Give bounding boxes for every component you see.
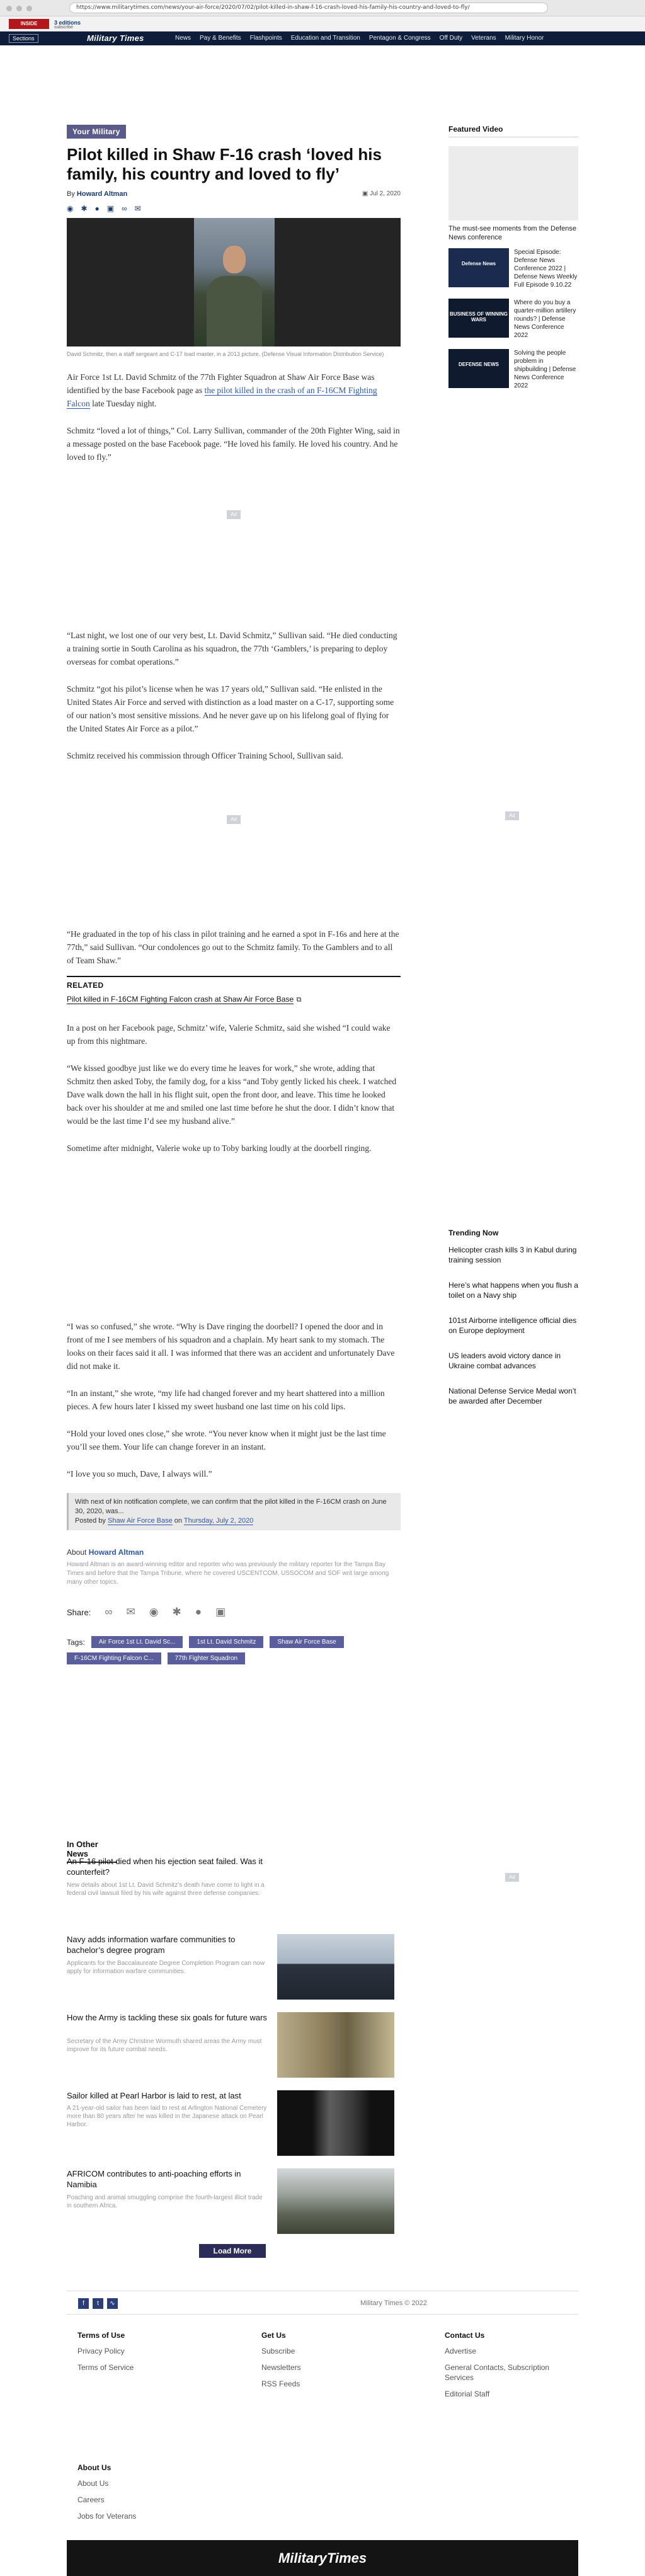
featured-video-heading: Featured Video [448,125,578,137]
trending-item[interactable]: National Defense Service Medal won’t be awarded after December [448,1387,576,1405]
forward-icon[interactable] [16,6,22,11]
facebook-embed [67,1493,401,1530]
paragraph-2: Schmitz “loved a lot of things,” Col. Larry Sullivan, commander of the 20th Fighter Wing, said in a message posted on the base Facebook page. “He loved his family. He loved his country. And he loved to fly.” [67,426,400,462]
news-thumbnail[interactable] [277,2090,394,2156]
news-thumbnail[interactable] [277,1934,394,2000]
featured-video-player[interactable] [448,146,578,220]
tags-row [67,1636,394,1664]
footer-get-us [261,2331,301,2389]
footer-link[interactable]: RSS Feeds [261,2379,300,2388]
embed-text: With next of kin notification complete, we can confirm that the pilot killed in the F-16CM crash on June 30, 2020, was... [75,1498,387,1515]
p1-text-b: late Tuesday night. [89,399,157,408]
footer-link[interactable]: Terms of Service [77,2363,134,2372]
article-title: Pilot killed in Shaw F-16 crash ‘loved his family, his country and loved to fly’ [67,145,382,183]
trending-item[interactable]: Here’s what happens when you flush a toilet on a Navy ship [448,1281,578,1300]
magazine-thumbnail[interactable]: INSIDE [9,19,49,29]
video-thumbnail[interactable]: DEFENSE NEWS [448,349,509,388]
video-thumbnail[interactable]: BUSINESS OF WINNING WARS [448,299,509,338]
video-thumbnail[interactable]: Defense News [448,248,509,287]
reddit-icon[interactable]: ● [94,204,100,213]
nav-link-off-duty[interactable]: Off Duty [439,35,463,42]
video-item[interactable] [448,248,578,290]
trending-now [448,1228,578,1436]
paragraph-5: Schmitz received his commission through Officer Training School, Sullivan said. [67,751,343,760]
video-title[interactable]: Where do you buy a quarter-million artillery rounds? | Defense News Conference 2022 [514,299,576,339]
footer-heading: Terms of Use [77,2331,125,2340]
footer-link[interactable]: Newsletters [261,2363,301,2372]
pilot-face [223,246,246,273]
tag-item[interactable]: 1st Lt. David Schmitz [189,1636,263,1648]
news-desc: New details about 1st Lt. David Schmitz’s death have come to light in a federal civil lawsuit filed by his wife against three defense companies. [67,1882,265,1897]
sections-button[interactable]: Sections [9,34,38,43]
footer-heading: Contact Us [445,2331,485,2340]
author-link[interactable]: Howard Altman [76,190,128,198]
inline-ad-2 [67,762,401,927]
trending-item[interactable]: US leaders avoid victory dance in Ukraine combat advances [448,1351,561,1370]
linkedin-icon[interactable]: ▣ [215,1606,226,1618]
news-title[interactable]: An F-16 pilot died when his ejection seat failed. Was it counterfeit? [67,1857,263,1877]
footer-about [77,2463,136,2521]
back-icon[interactable] [6,6,12,11]
paragraph-9: Sometime after midnight, Valerie woke up to Toby barking loudly at the doorbell ringing. [67,1143,372,1153]
email-icon[interactable]: ✉ [134,204,141,213]
about-label: About [67,1548,87,1557]
p1-text-a: Air Force 1st Lt. David Schmitz of the 77th Fighter Squadron at Shaw Air Force Base was identified by the base Facebook page as [67,372,375,395]
news-item[interactable] [67,2012,394,2078]
ad-marker[interactable]: Ad [227,510,241,519]
footer-heading: About Us [77,2463,111,2472]
embed-on: on [172,1517,184,1525]
share-top [67,203,401,214]
news-item[interactable] [67,1934,394,2000]
other-news [67,1840,401,2268]
facebook-icon[interactable]: ◉ [67,204,74,213]
footer-link[interactable]: Careers [77,2495,105,2504]
nav-link-pay-benefits[interactable]: Pay & Benefits [200,35,241,42]
video-title[interactable]: Special Episode: Defense News Conference 2022 | Defense News Weekly Full Episode 9.10.22 [514,249,578,289]
twitter-icon[interactable]: ✱ [81,204,88,213]
footer-logo[interactable]: MilitaryTimes [278,2550,367,2566]
footer-contact [445,2331,552,2399]
nav-link-veterans[interactable]: Veterans [471,35,496,42]
video-item[interactable] [448,349,578,391]
embed-source-link[interactable]: Shaw Air Force Base [107,1517,173,1525]
address-bar[interactable]: https://www.militarytimes.com/news/your-air-force/2020/07/02/pilot-killed-in-shaw-f-16-crash-loved-his-family-his-country-and-loved-to-fly/ [69,3,548,13]
paragraph-8: “We kissed goodbye just like we do every time he leaves for work,” she wrote, adding that Schmitz then asked Toby, the family dog, for a kiss “and Toby gently licked his cheek. I watched Dave walk down the hall in his flight suit, open the front door, and leave. This time he looked back over his shoulder at me and smiled one last time before he shut the door. I didn’t know that would be the last time I’d see my husband alive.” [67,1063,397,1126]
load-more-button[interactable]: Load More [199,2244,266,2258]
copyright: Military Times © 2022 [360,2299,427,2307]
video-title[interactable]: Solving the people problem in shipbuilding | Defense News Conference 2022 [514,350,576,389]
news-title[interactable]: Navy adds information warfare communities to bachelor’s degree program [67,1935,236,1955]
tag-item[interactable]: Shaw Air Force Base [270,1636,343,1648]
paragraph-7: In a post on her Facebook page, Schmitz’ wife, Valerie Schmitz, said she wished “I could wake up from this nightmare. [67,1023,391,1046]
pilot-flightsuit [207,276,262,346]
paragraph-13: “I love you so much, Dave, I always will.” [67,1469,212,1479]
footer-social-bar [67,2291,578,2315]
news-desc: Poaching and animal smuggling comprise the fourth-largest illicit trade in southern Africa. [67,2194,263,2209]
byline [67,190,401,200]
facebook-icon[interactable]: f [78,2298,89,2309]
paragraph-4: Schmitz “got his pilot’s license when he was 17 years old,” Sullivan said. “He enlisted in the United States Air Force and served with distinction as a load master on a C-17, supporting some of our nation’s most sensitive missions. And he never gave up on his lifelong goal of flying for the United States Air Force as a pilot.” [67,684,394,733]
twitter-icon[interactable]: t [93,2298,103,2309]
video-item[interactable] [448,299,578,340]
tag-item[interactable]: 77th Fighter Squadron [168,1652,246,1664]
publish-date: ▣ Jul 2, 2020 [362,190,401,197]
sidebar-ad-marker[interactable]: Ad [505,811,519,820]
about-author [67,1548,401,1587]
other-news-heading: In Other News [67,1840,117,1863]
nav-link-news[interactable]: News [175,35,191,42]
footer-link[interactable]: Editorial Staff [445,2390,490,2398]
tag-item[interactable]: F-16CM Fighting Falcon C... [67,1652,161,1664]
nav-link-education[interactable]: Education and Transition [290,35,360,42]
footer-link[interactable]: Subscribe [261,2347,295,2356]
crash-link[interactable]: the pilot killed in the crash of an F-16CM Fighting Falcon [67,386,377,408]
promo-label[interactable]: 3 editions [54,20,81,26]
tag-item[interactable]: Air Force 1st Lt. David Sc... [91,1636,183,1648]
footer-link[interactable]: General Contacts, Subscription Services [445,2363,550,2382]
footer-link[interactable]: Jobs for Veterans [77,2512,137,2521]
reddit-icon[interactable]: ● [195,1606,202,1618]
news-desc: A 21-year-old sailor has been laid to rest at Arlington National Cemetery more than 80 years after he was killed in the Japanese attack on Pearl Harbor. [67,2105,267,2128]
promo-subscribe[interactable]: subscribe [54,25,73,30]
news-thumbnail[interactable] [277,2012,394,2078]
facebook-icon[interactable]: ◉ [149,1606,159,1618]
article [67,125,401,1664]
link-icon[interactable]: ∞ [105,1606,113,1618]
reload-icon[interactable] [26,6,32,11]
paragraph-10: “I was so confused,” she wrote. “Why is Dave ringing the doorbell? I opened the door and in front of me I see members of his squadron and a chaplain. My heart sank to my stomach. The looks on their faces said it all. I was informed that there was an accident and unfortunately Dave did not make it. [67,1322,395,1371]
inline-ad-1 [67,464,401,629]
sidebar-ad-marker[interactable]: Ad [505,1873,519,1882]
promo-bar [0,16,645,31]
news-item[interactable] [67,1856,394,1921]
hero-image [67,218,401,346]
paragraph-6: “He graduated in the top of his class in pilot training and he earned a spot in F-16s and here at the 77th,” said Sullivan. “Our condolences go out to the Schmitz family. To the Gamblers and to all of Team Shaw.” [67,929,399,965]
about-bio: Howard Altman is an award-winning editor and reporter who was previously the military reporter for the Tampa Bay Times and before that the Tampa Tribune, where he covered USCENTCOM, USSOCOM and SOF writ large among many other topics. [67,1561,389,1586]
share-bottom [67,1606,401,1618]
paragraph-12: “Hold your loved ones close,” she wrote. “You never know when it might just be the last time you’ll see them. Your life can change forever in an instant. [67,1429,386,1451]
embed-date-link[interactable]: Thursday, July 2, 2020 [183,1517,254,1525]
featured-video-title[interactable]: The must-see moments from the Defense News conference [448,225,576,241]
related-block [67,976,401,1005]
news-desc: Applicants for the Baccalaureate Degree Completion Program can now apply for information warfare communities. [67,1960,265,1975]
email-icon[interactable]: ✉ [126,1606,135,1618]
external-link-icon: ⧉ [296,996,302,1004]
ad-marker[interactable]: Ad [227,815,241,824]
footer-link[interactable]: About Us [77,2479,109,2488]
video-list [448,248,578,399]
related-label: RELATED [67,976,401,990]
image-caption: David Schmitz, then a staff sergeant and C-17 load master, in a 2013 picture. (Defense Visual Information Distribution Service) [67,351,384,357]
main-nav [0,31,645,45]
twitter-icon[interactable]: ✱ [172,1606,181,1618]
linkedin-icon[interactable]: ▣ [106,204,115,213]
publish-date-text: Jul 2, 2020 [370,190,401,197]
link-icon[interactable]: ∞ [122,204,127,213]
paragraph-3: “Last night, we lost one of our very best, Lt. David Schmitz,” Sullivan said. “He died conducting a training sortie in South Carolina as his squadron, the 77th ‘Gamblers,’ is preparing to deploy overseas for combat operations.” [67,631,397,667]
tags-label: Tags: [67,1637,85,1647]
byline-prefix: By [67,190,75,198]
news-item[interactable] [67,2168,394,2234]
site-logo[interactable]: Military Times [87,33,144,43]
news-title[interactable]: Sailor killed at Pearl Harbor is laid to rest, at last [67,2091,241,2100]
news-thumbnail[interactable] [277,2168,394,2234]
news-item[interactable] [67,2090,394,2156]
share-label: Share: [67,1607,91,1617]
section-kicker[interactable]: Your Military [67,125,126,139]
browser-toolbar [0,0,645,16]
sidebar [448,125,578,399]
about-author-link[interactable]: Howard Altman [88,1548,144,1557]
footer-logo-bar [67,2540,578,2576]
footer-link[interactable]: Advertise [445,2347,477,2356]
paragraph-11: “In an instant,” she wrote, “my life had changed forever and my heart shattered into a million pieces. A few hours later I kissed my sweet husband one last time on his cold lips. [67,1388,385,1411]
nav-link-flashpoints[interactable]: Flashpoints [249,35,282,42]
rss-icon[interactable]: ∿ [107,2298,118,2309]
footer-terms [77,2331,134,2373]
nav-link-pentagon[interactable]: Pentagon & Congress [368,35,431,42]
trending-item[interactable]: Helicopter crash kills 3 in Kabul during training session [448,1245,577,1264]
nav-link-military-honor[interactable]: Military Honor [505,35,544,42]
footer-link[interactable]: Privacy Policy [77,2347,125,2356]
trending-item[interactable]: 101st Airborne intelligence official dies on Europe deployment [448,1316,577,1335]
related-link[interactable]: Pilot killed in F-16CM Fighting Falcon crash at Shaw Air Force Base [67,995,294,1004]
footer-heading: Get Us [261,2331,286,2340]
news-desc: Secretary of the Army Christine Wormuth shared areas the Army must improve for its future combat needs. [67,2038,262,2053]
paragraph-1 [67,370,401,410]
about-heading [67,1548,401,1557]
news-title[interactable]: How the Army is tackling these six goals for future wars [67,2013,267,2022]
inline-ad-3 [67,1155,401,1320]
embed-posted: Posted by [75,1517,108,1525]
trending-heading: Trending Now [448,1228,499,1237]
news-title[interactable]: AFRICOM contributes to anti-poaching efforts in Namibia [67,2169,241,2189]
